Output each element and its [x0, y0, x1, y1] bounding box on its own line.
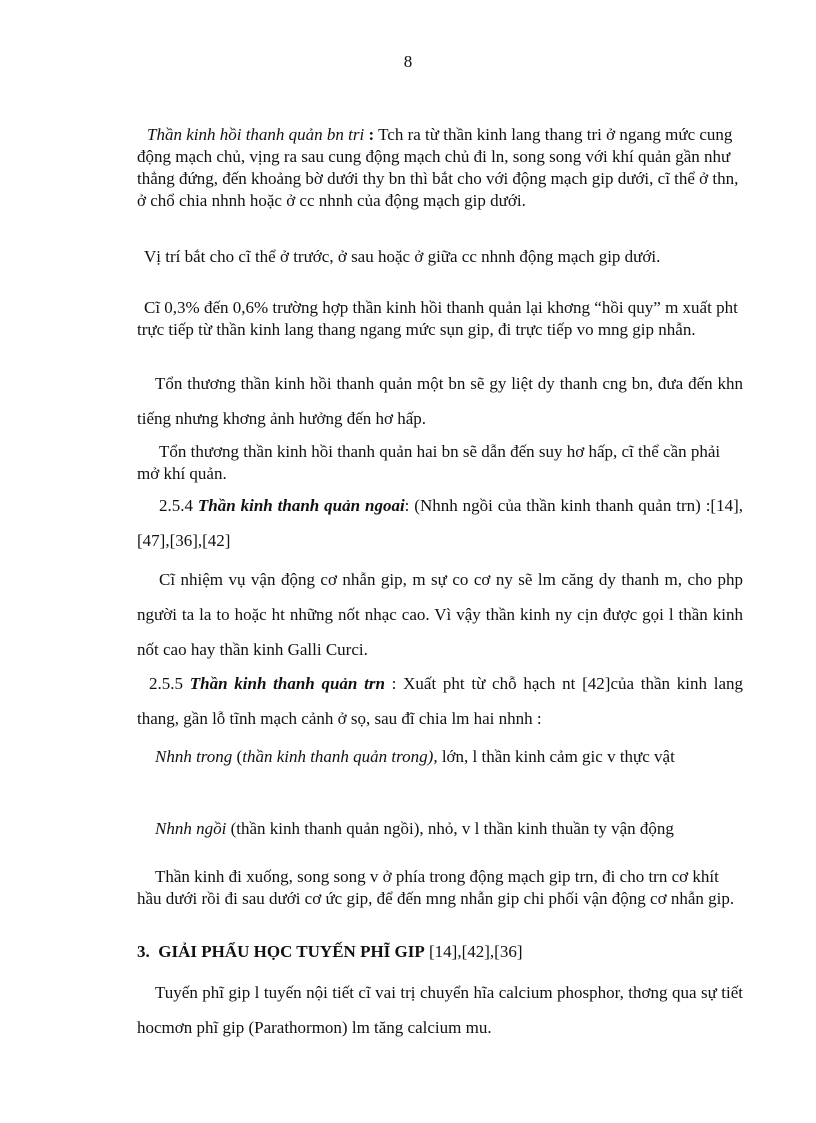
section-number: 3.	[137, 942, 150, 961]
paragraph-bilateral-injury: Tổn thương thần kinh hồi thanh quản hai bn sẽ dẫn đến suy hơ hấp, cĩ thể cần phải mở khí quản.	[137, 442, 721, 483]
paragraph-text: (	[232, 747, 243, 766]
section-refs: [14],[42],[36]	[424, 942, 523, 961]
paragraph-lead: Nhnh ngồi	[155, 819, 227, 838]
paragraph-lead: Thần kinh hồi thanh quản bn tri	[147, 125, 365, 144]
paragraph-crossing-position: Vị trí bắt cho cĩ thể ở trước, ở sau hoặc ở giữa cc nhnh động mạch gip dưới.	[144, 247, 661, 266]
section-title: GIẢI PHẨU HỌC TUYẾN PHĨ GIP	[158, 942, 425, 961]
paragraph-nonrecurrent: Cĩ 0,3% đến 0,6% trường hợp thần kinh hồi thanh quản lại khơng “hồi quy” m xuất pht trực tiếp từ thần kinh lang thang ngang mức sụn gip, đi trực tiếp vo mng gip nhẫn.	[137, 298, 738, 339]
paragraph-text: Tch ra từ thần kinh lang thang tri ở ngang mức cung động mạch chủ, vịng ra sau cung động mạch chủ đi ln, song song với khí quản gần như thẳng đứng, đến khoảng bờ dưới thy bn thì bắt cho với động mạch gip dưới, cĩ thể ở thn, ở chổ chia nhnh hoặc ở cc nhnh của động mạch gip dưới.	[137, 125, 739, 210]
section-2-5-5	[137, 666, 743, 736]
paragraph-colon: :	[364, 125, 375, 144]
section-title: Thần kinh thanh quản ngoai	[197, 496, 405, 515]
paragraph-lead: Nhnh trong	[155, 747, 233, 766]
page-number: 8	[403, 52, 413, 71]
paragraph-text: , lớn, l thần kinh cảm gic v thực vật	[433, 747, 675, 766]
paragraph-external-branch: Cĩ nhiệm vụ vận động cơ nhẫn gip, m sự co cơ ny sẽ lm căng dy thanh m, cho php người ta la to hoặc ht những nốt nhạc cao. Vì vậy thần kinh ny cịn được gọi l thần kinh nốt cao hay thần kinh Galli Curci.	[137, 570, 743, 659]
section-number: 2.5.5	[149, 674, 183, 693]
section-text: : Xuất pht từ chỗ hạch nt [42]của thần kinh lang thang, gần lỗ tĩnh mạch cảnh ở sọ, sau đĩ chia lm hai nhnh :	[137, 674, 744, 728]
paragraph-internal-branch	[137, 739, 743, 774]
paragraph-recurrent-nerve-left	[137, 124, 743, 212]
section-title: Thần kinh thanh quản trn	[189, 674, 385, 693]
paragraph-external-branch-2	[137, 818, 743, 840]
section-2-5-4	[137, 488, 743, 558]
section-text: : (Nhnh ngồi của thần kinh thanh quản trn) :[14],[47],[36],[42]	[137, 496, 743, 550]
section-number: 2.5.4	[159, 496, 193, 515]
paragraph-unilateral-injury: Tổn thương thần kinh hồi thanh quản một bn sẽ gy liệt dy thanh cng bn, đưa đến khn tiếng nhưng khơng ảnh hưởng đến hơ hấp.	[137, 374, 743, 428]
paragraph-course: Thần kinh đi xuống, song song v ở phía trong động mạch gip trn, đi cho trn cơ khít hầu dưới rồi đi sau dưới cơ ức gip, để đến mng nhẫn gip chi phối vận động cơ nhẫn gip.	[137, 867, 735, 908]
paragraph-text: (thần kinh thanh quản ngồi), nhỏ, v l thần kinh thuần ty vận động	[226, 819, 674, 838]
paragraph-paren: thần kinh thanh quản trong)	[242, 747, 434, 766]
paragraph-parathyroid: Tuyến phĩ gip l tuyến nội tiết cĩ vai trị chuyển hĩa calcium phosphor, thơng qua sự tiết hocmơn phĩ gip (Parathormon) lm tăng calcium mu.	[137, 983, 743, 1037]
section-3-heading	[137, 941, 743, 963]
